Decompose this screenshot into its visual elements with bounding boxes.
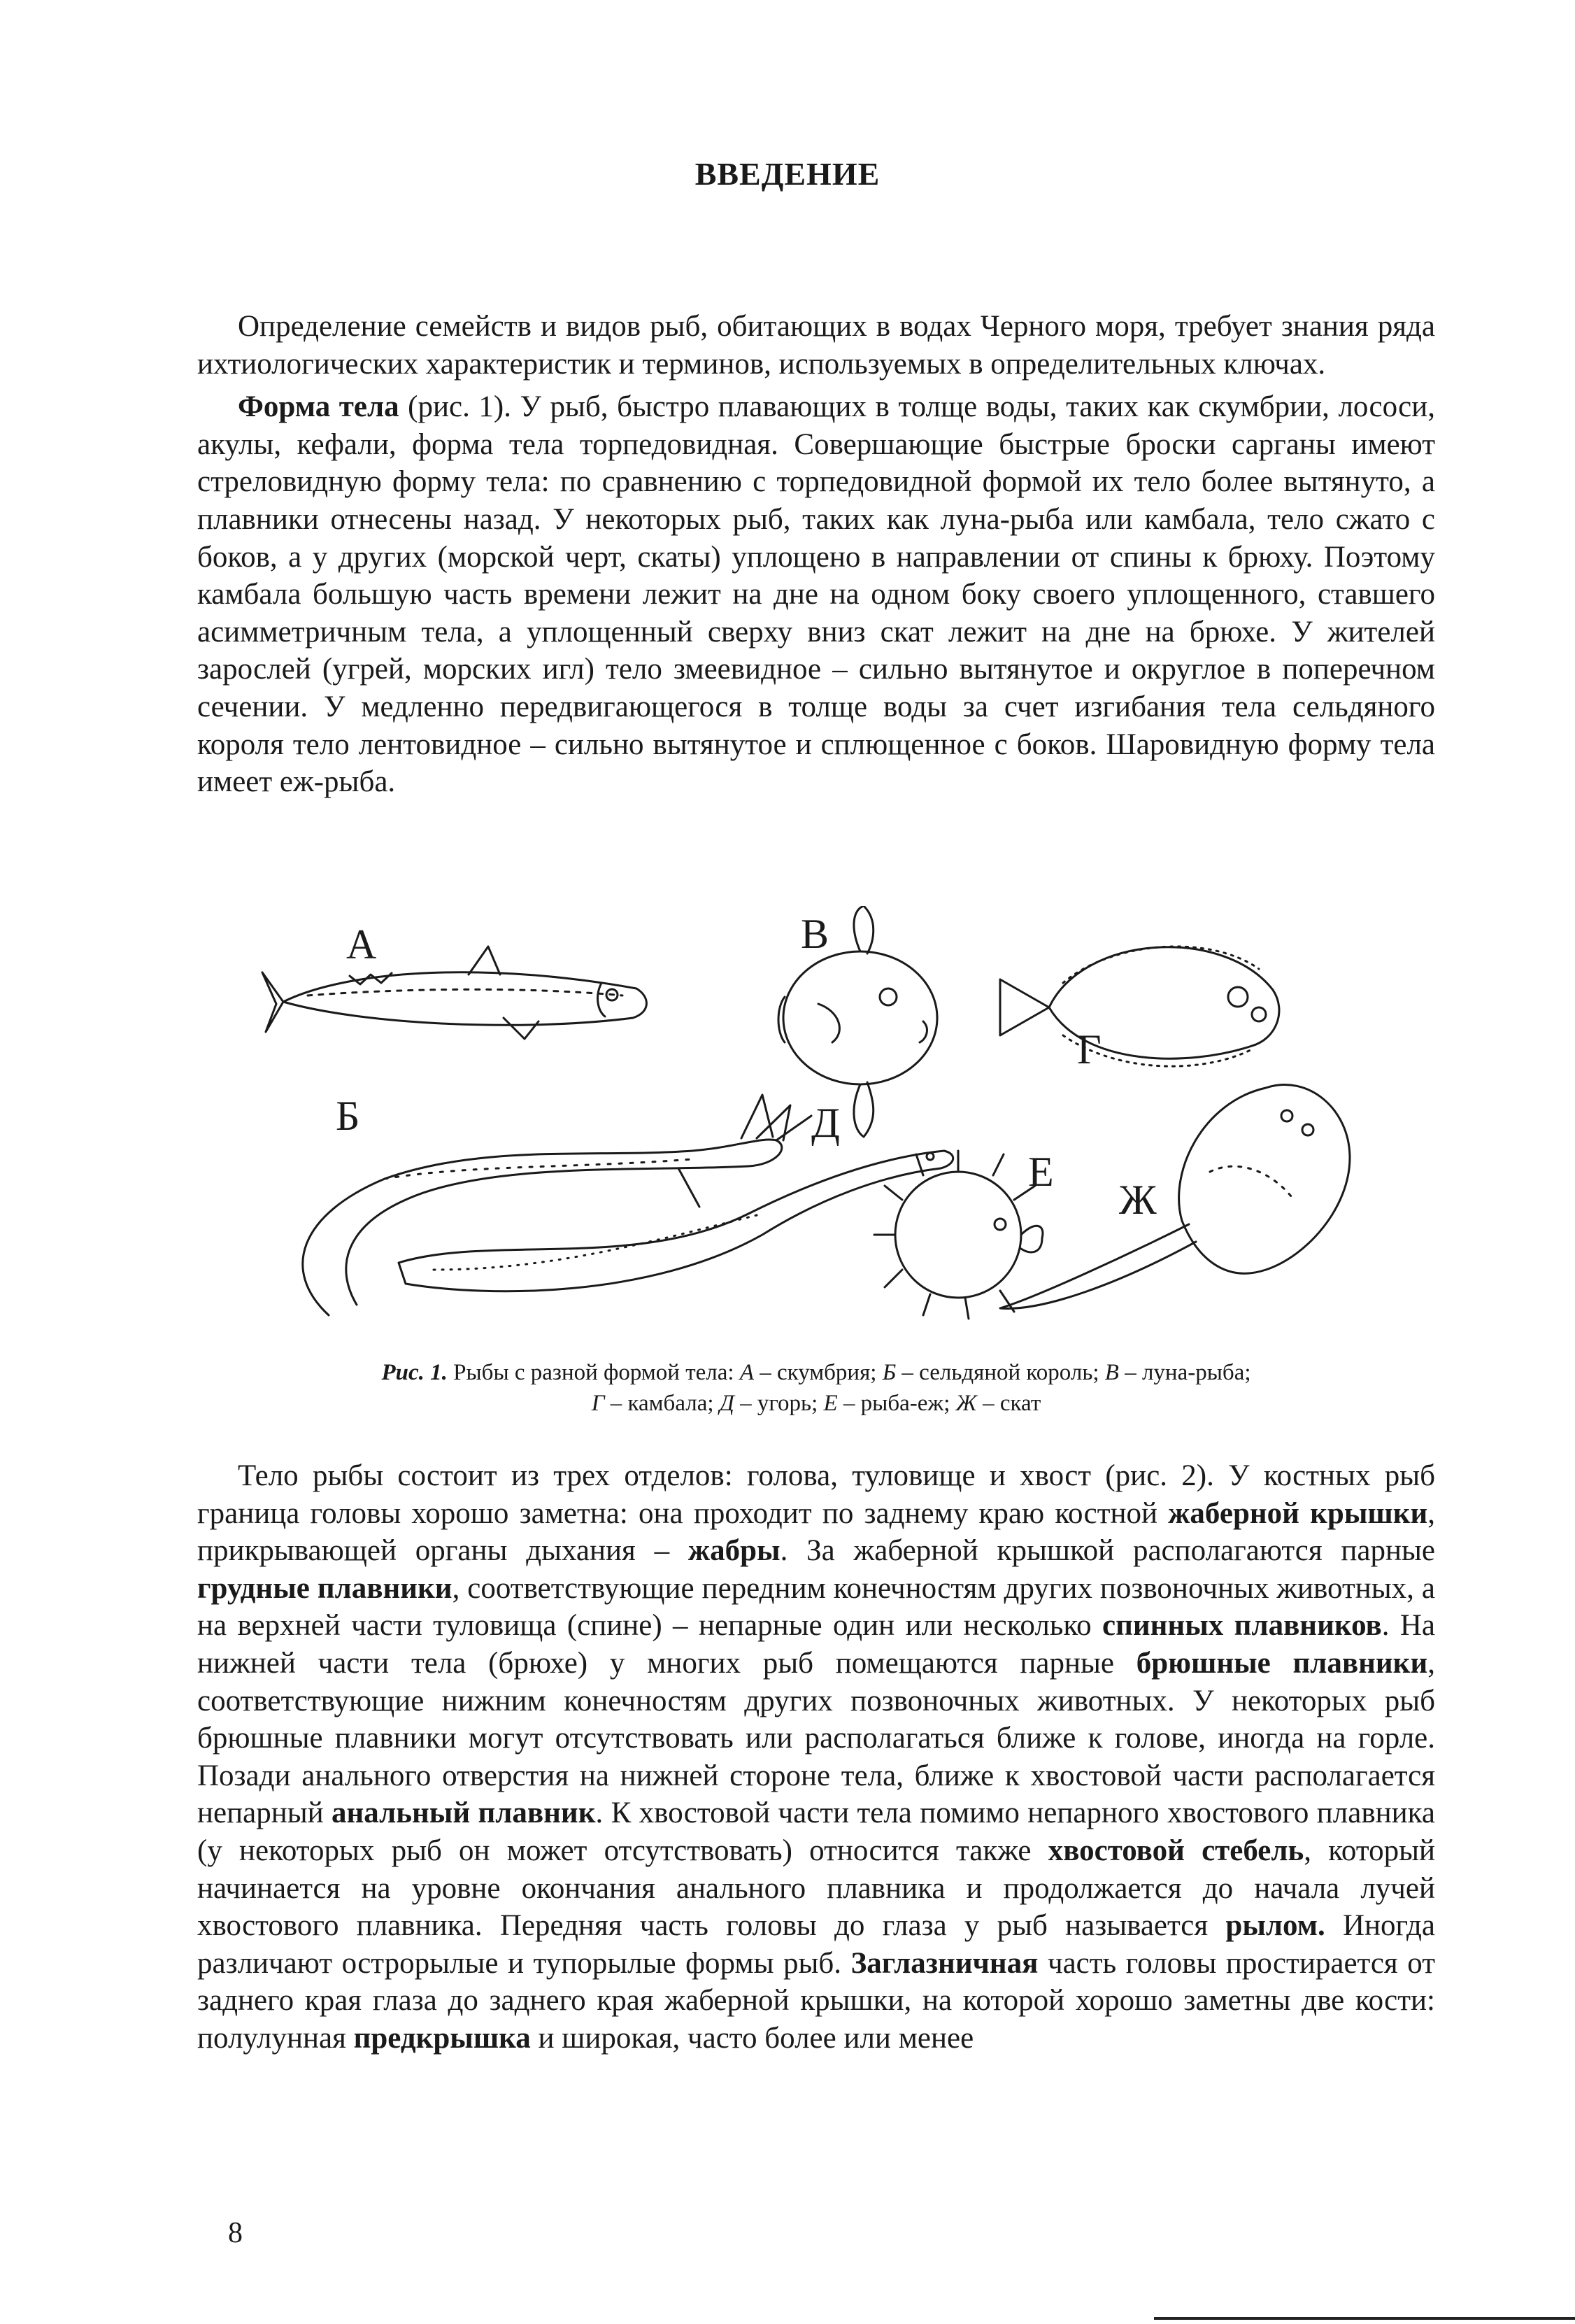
text-span: и широкая, часто более или менее — [530, 2021, 974, 2055]
intro-paragraph-1: Определение семейств и видов рыб, обитающих в водах Черного моря, требует знания ряда ихтиологических характеристик и терминов, используемых в определительных ключах. — [197, 310, 1435, 381]
caption-item: – угорь; — [734, 1391, 824, 1416]
caption-letter: Ж — [955, 1391, 977, 1416]
term-body-shape: Форма тела — [238, 390, 399, 424]
term-anal-fin: анальный плавник — [332, 1797, 596, 1830]
scan-edge-line — [1154, 2317, 1575, 2320]
term-pectoral-fins: грудные плавники — [197, 1571, 452, 1605]
caption-text: Рыбы с разной формой тела: — [447, 1360, 740, 1385]
figure-letter-zh: Ж — [1119, 1177, 1157, 1223]
page-number: 8 — [228, 2217, 243, 2249]
caption-item: – рыба-еж; — [837, 1391, 956, 1416]
caption-item: – камбала; — [604, 1391, 720, 1416]
text-span: часть головы простирается от заднего края глаза до заднего края жаберной крышки, на которой хорошо заметны две кости: полулунная — [197, 1946, 1435, 2055]
intro-text — [197, 308, 1435, 801]
term-dorsal-fins: спинных плавников — [1102, 1609, 1382, 1643]
caption-letter: А — [739, 1360, 754, 1385]
text-span: , который начинается на уровне окончания анального плавника и продолжается до начала лучей хвостового плавника. Передняя часть головы до глаза у рыб называется — [197, 1834, 1435, 1943]
fish-eel-illustration — [399, 1151, 953, 1291]
fish-mackerel-illustration — [262, 947, 646, 1039]
text-span: , прикрывающей органы дыхания – — [197, 1496, 1435, 1568]
caption-letter: В — [1104, 1360, 1119, 1385]
fish-flounder-illustration — [1000, 947, 1279, 1066]
caption-item: – сельдяной король; — [896, 1360, 1105, 1385]
fish-illustrations — [259, 906, 1434, 1340]
text-span: . К хвостовой части тела помимо непарного хвостового плавника (у некоторых рыб он может отсутствовать) относится также — [197, 1797, 1436, 1867]
figure-letter-v: В — [801, 911, 829, 957]
figure-letter-a: А — [346, 921, 377, 968]
term-preoperculum: предкрышка — [353, 2021, 531, 2055]
figure-letter-b: Б — [336, 1093, 360, 1139]
text-span: , соответствующие передним конечностям других позвоночных животных, а на верхней части туловища (спине) – непарные один или несколько — [197, 1571, 1435, 1643]
term-snout: рылом. — [1225, 1909, 1325, 1943]
text-span: . На нижней части тела (брюхе) у многих рыб помещаются парные — [197, 1609, 1436, 1680]
body-text — [197, 1457, 1435, 2057]
caption-letter: Е — [823, 1391, 838, 1416]
figure-letter-g: Г — [1077, 1026, 1102, 1072]
caption-item: – скат — [976, 1391, 1041, 1416]
term-pelvic-fins: брюшные плавники — [1136, 1646, 1428, 1680]
term-gill-cover: жаберной крышки — [1168, 1496, 1428, 1530]
text-span: . За жаберной крышкой располагаются парные — [780, 1534, 1435, 1568]
figure-letter-e: Е — [1028, 1149, 1054, 1195]
caption-item: – скумбрия; — [753, 1360, 883, 1385]
intro-paragraph-2 — [197, 388, 1435, 801]
caption-item: – луна-рыба; — [1118, 1360, 1251, 1385]
term-caudal-peduncle: хвостовой стебель — [1048, 1834, 1304, 1867]
page-title: ВВЕДЕНИЕ — [694, 156, 881, 192]
figure-fish-body-shapes — [259, 906, 1434, 1340]
caption-letter: Г — [591, 1391, 605, 1416]
fish-stingray-illustration — [1000, 1085, 1350, 1309]
term-gills: жабры — [687, 1534, 781, 1568]
fish-oarfish-illustration — [303, 1095, 811, 1315]
figure-caption — [197, 1357, 1435, 1419]
term-postorbital: Заглазничная — [850, 1946, 1039, 1980]
text-span: , соответствующие нижним конечностям других позвоночных животных. У некоторых рыб брюшные плавники могут отсутствовать или располагаться ближе к голове, иногда на горле. Позади анального отверстия на нижней стороне тела, ближе к хвостовой части располагается непарный — [197, 1646, 1435, 1830]
caption-label: Рис. 1. — [381, 1360, 448, 1385]
figure-letter-d: Д — [811, 1100, 840, 1146]
body-shape-text: (рис. 1). У рыб, быстро плавающих в толще воды, таких как скумбрии, лососи, акулы, кефали, форма тела торпедовидная. Совершающие быстрые броски сарганы имеют стреловидную форму тела: по сравнению с торпедовидной формой их тело более вытянуто, а плавники отнесены назад. У некоторых рыб, таких как луна-рыба или камбала, тело сжато с боков, а у других (морской черт, скаты) уплощено в направлении от спины к брюху. Поэтому камбала большую часть времени лежит на дне на одном боку своего уплощенного, ставшего асимметричным тела, а уплощенный сверху вниз скат лежит на дне на брюхе. У жителей зарослей (угрей, морских игл) тело змеевидное – сильно вытянутое и округлое в поперечном сечении. У медленно передвигающегося в толще воды за счет изгибания тела сельдяного короля тело лентовидное – сильно вытянутое и сплющенное с боков. Шаровидную форму тела имеет еж-рыба. — [197, 390, 1435, 799]
caption-letter: Д — [719, 1391, 734, 1416]
text-span: Иногда различают острорылые и тупорылые формы рыб. — [197, 1909, 1435, 1980]
caption-letter: Б — [882, 1360, 897, 1385]
anatomy-paragraph — [197, 1457, 1435, 2057]
text-span: Тело рыбы состоит из трех отделов: голова, туловище и хвост (рис. 2). У костных рыб граница головы хорошо заметна: она проходит по заднему краю костной — [197, 1459, 1435, 1530]
